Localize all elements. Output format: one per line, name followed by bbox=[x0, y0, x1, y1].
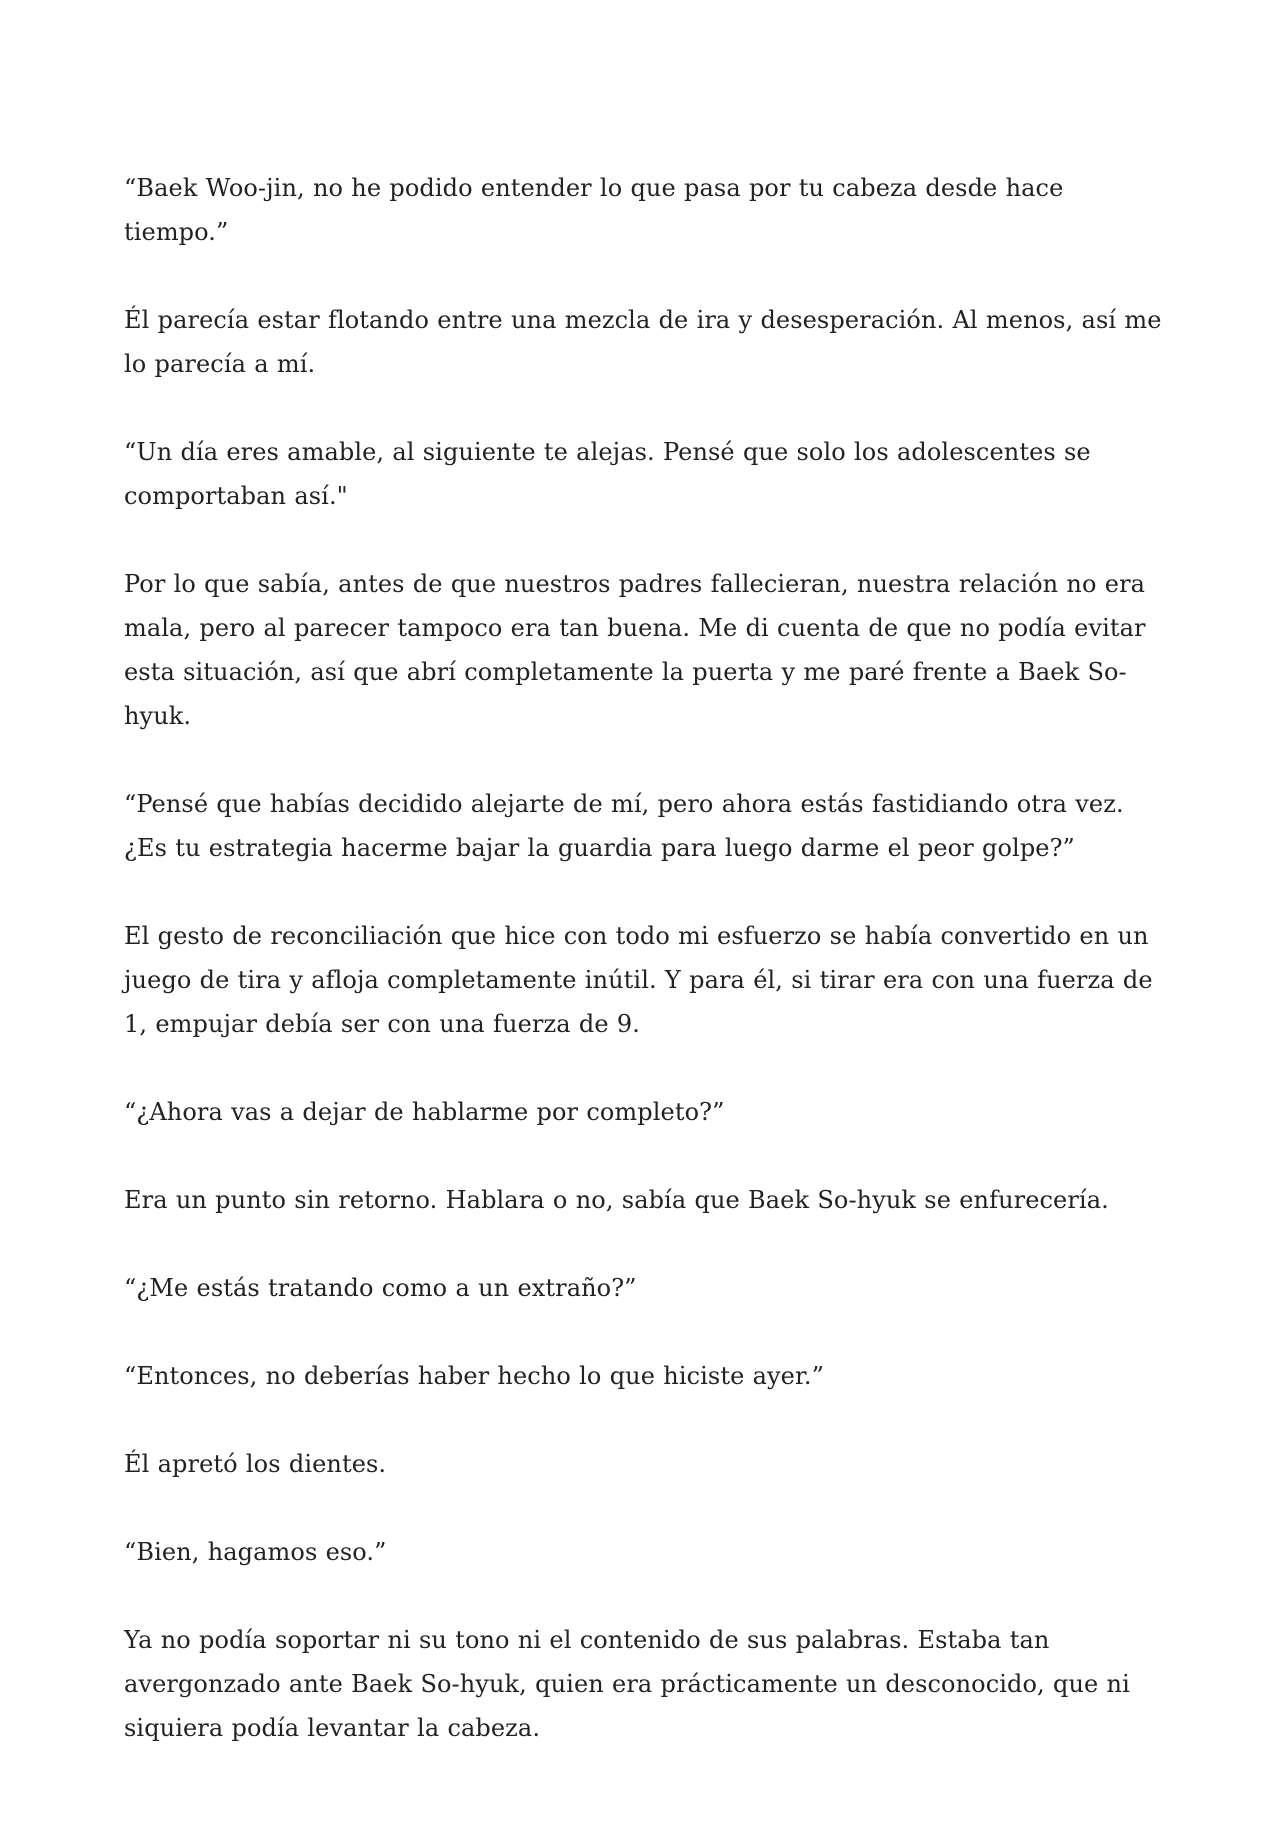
paragraph-8: Era un punto sin retorno. Hablara o no, sabía que Baek So-hyuk se enfurecería. bbox=[124, 1186, 1109, 1214]
paragraph-1: “Baek Woo-jin, no he podido entender lo que pasa por tu cabeza desde hace tiempo.” bbox=[124, 174, 1064, 246]
paragraph-2: Él parecía estar flotando entre una mezcla de ira y desesperación. Al menos, así me lo parecía a mí. bbox=[124, 306, 1162, 378]
paragraph-12: “Bien, hagamos eso.” bbox=[124, 1538, 387, 1566]
paragraph-3: “Un día eres amable, al siguiente te alejas. Pensé que solo los adolescentes se comportaban así." bbox=[124, 438, 1091, 510]
paragraph-7: “¿Ahora vas a dejar de hablarme por completo?” bbox=[124, 1098, 725, 1126]
paragraph-9: “¿Me estás tratando como a un extraño?” bbox=[124, 1274, 637, 1302]
paragraph-4: Por lo que sabía, antes de que nuestros padres fallecieran, nuestra relación no era mala, pero al parecer tampoco era tan buena. Me di cuenta de que no podía evitar esta situación, así que abrí completamente la puerta y me paré frente a Baek So-hyuk. bbox=[124, 570, 1146, 730]
paragraph-10: “Entonces, no deberías haber hecho lo que hiciste ayer.” bbox=[124, 1362, 825, 1390]
document-page bbox=[124, 166, 1174, 1794]
paragraph-11: Él apretó los dientes. bbox=[124, 1450, 387, 1478]
paragraph-5: “Pensé que habías decidido alejarte de mí, pero ahora estás fastidiando otra vez. ¿Es tu estrategia hacerme bajar la guardia para luego darme el peor golpe?” bbox=[124, 790, 1124, 862]
paragraph-13: Ya no podía soportar ni su tono ni el contenido de sus palabras. Estaba tan avergonzado ante Baek So-hyuk, quien era prácticamente un desconocido, que ni siquiera podía levantar la cabeza. bbox=[124, 1626, 1130, 1742]
paragraph-6: El gesto de reconciliación que hice con todo mi esfuerzo se había convertido en un juego de tira y afloja completamente inútil. Y para él, si tirar era con una fuerza de 1, empujar debía ser con una fuerza de 9. bbox=[124, 922, 1153, 1038]
